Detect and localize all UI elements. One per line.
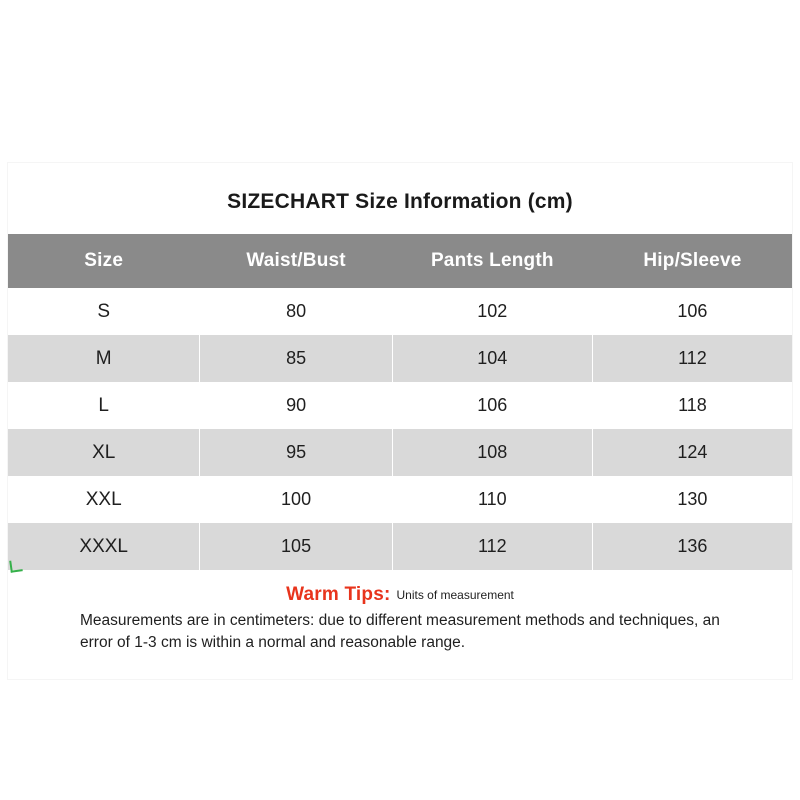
check-mark-icon: [9, 559, 23, 573]
warm-tips-section: [8, 570, 792, 679]
cell-hip-sleeve: 136: [592, 523, 792, 570]
table-header: [8, 234, 792, 288]
cell-size: XXL: [8, 476, 200, 523]
table-row: [8, 523, 792, 570]
cell-hip-sleeve: 124: [592, 429, 792, 476]
cell-pants-length: 104: [392, 335, 592, 382]
warm-tips-body: Measurements are in centimeters: due to different measurement methods and techniques, an error of 1-3 cm is within a normal and reasonable range.: [80, 612, 720, 652]
cell-hip-sleeve: 130: [592, 476, 792, 523]
table-header-row: [8, 234, 792, 288]
cell-waist-bust: 100: [200, 476, 392, 523]
table-row: [8, 382, 792, 429]
cell-hip-sleeve: 112: [592, 335, 792, 382]
cell-size: S: [8, 288, 200, 335]
column-header-size: Size: [8, 234, 200, 288]
size-chart-card: [8, 163, 792, 679]
units-of-measurement-label: Units of measurement: [396, 588, 514, 602]
column-header-waist-bust: Waist/Bust: [200, 234, 392, 288]
column-header-hip-sleeve: Hip/Sleeve: [592, 234, 792, 288]
table-body: [8, 288, 792, 570]
cell-size: L: [8, 382, 200, 429]
table-row: [8, 288, 792, 335]
cell-pants-length: 106: [392, 382, 592, 429]
cell-size: XL: [8, 429, 200, 476]
cell-pants-length: 108: [392, 429, 592, 476]
cell-waist-bust: 95: [200, 429, 392, 476]
table-row: [8, 335, 792, 382]
table-row: [8, 429, 792, 476]
cell-size: M: [8, 335, 200, 382]
cell-hip-sleeve: 118: [592, 382, 792, 429]
cell-size: XXXL: [8, 523, 200, 570]
cell-waist-bust: 85: [200, 335, 392, 382]
cell-pants-length: 110: [392, 476, 592, 523]
page-title: SIZECHART Size Information (cm): [227, 190, 573, 213]
cell-pants-length: 112: [392, 523, 592, 570]
size-chart-table: [8, 234, 792, 570]
column-header-pants-length: Pants Length: [392, 234, 592, 288]
cell-hip-sleeve: 106: [592, 288, 792, 335]
cell-waist-bust: 80: [200, 288, 392, 335]
warm-tips-heading: [8, 584, 792, 606]
cell-waist-bust: 105: [200, 523, 392, 570]
cell-pants-length: 102: [392, 288, 592, 335]
table-row: [8, 476, 792, 523]
warm-tips-label: Warm Tips:: [286, 584, 391, 605]
cell-waist-bust: 90: [200, 382, 392, 429]
